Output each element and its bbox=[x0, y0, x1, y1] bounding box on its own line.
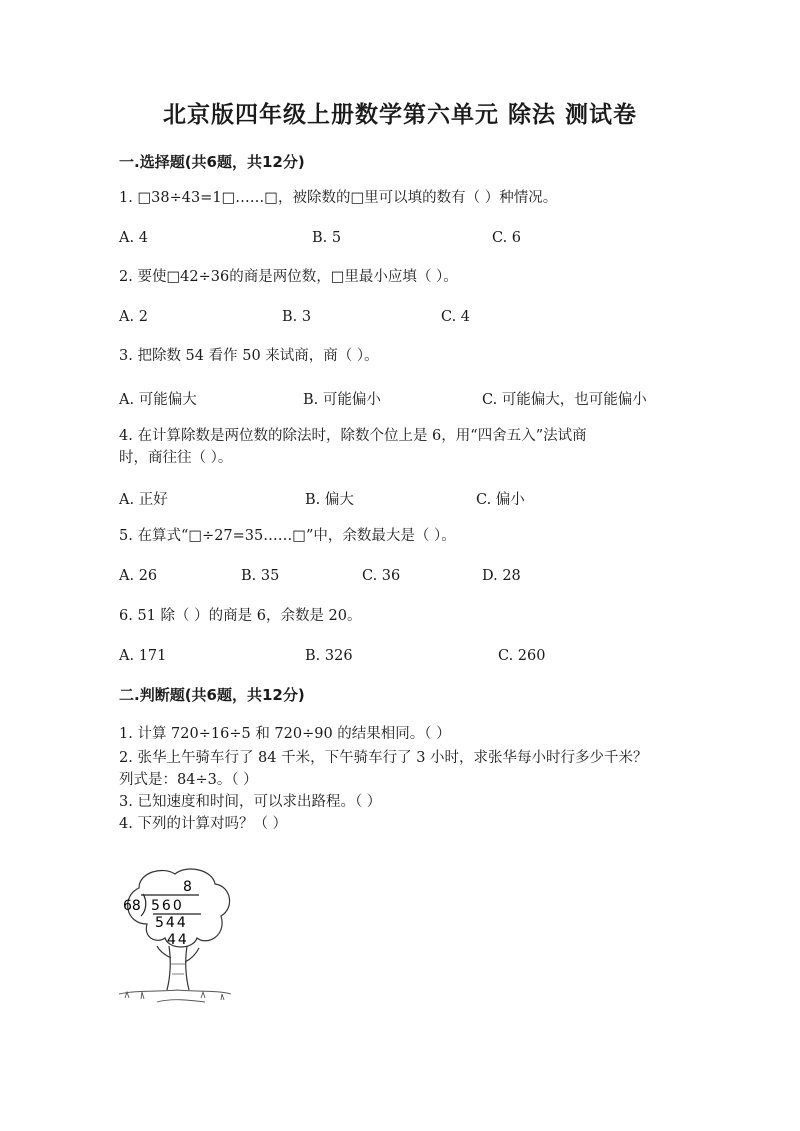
trunk-bark bbox=[171, 964, 185, 974]
option-c[interactable]: C. 260 bbox=[498, 648, 546, 664]
judgement-4: 4. 下列的计算对吗？（ ） bbox=[119, 816, 288, 832]
question-4-line-1: 4. 在计算除数是两位数的除法时，除数个位上是 6，用“四舍五入”法试商 bbox=[119, 428, 587, 444]
judgement-2-formula: 列式是：84÷3。（ ） bbox=[119, 772, 258, 788]
option-a[interactable]: A. 可能偏大 bbox=[119, 392, 197, 408]
tree-trunk bbox=[157, 946, 199, 990]
question-6: 6. 51 除（ ）的商是 6，余数是 20。 bbox=[119, 608, 362, 624]
question-5: 5. 在算式“□÷27=35……□”中，余数最大是（ ）。 bbox=[119, 528, 456, 544]
question-2: 2. 要使□42÷36的商是两位数，□里最小应填（ ）。 bbox=[119, 269, 458, 285]
question-4-line-2: 时，商往往（ ）。 bbox=[119, 450, 233, 466]
option-a[interactable]: A. 26 bbox=[119, 568, 158, 584]
option-c[interactable]: C. 36 bbox=[362, 568, 401, 584]
divisor: 68 bbox=[123, 898, 141, 914]
grass bbox=[119, 990, 231, 1002]
option-a[interactable]: A. 2 bbox=[119, 309, 148, 325]
section-heading-judgement: 二.判断题(共6题，共12分) bbox=[119, 686, 305, 704]
judgement-1: 1. 计算 720÷16÷5 和 720÷90 的结果相同。（ ） bbox=[119, 726, 451, 742]
option-b[interactable]: B. 3 bbox=[282, 309, 312, 325]
option-b[interactable]: B. 偏大 bbox=[305, 492, 354, 508]
option-b[interactable]: B. 35 bbox=[241, 568, 280, 584]
option-a[interactable]: A. 171 bbox=[119, 648, 167, 664]
option-b[interactable]: B. 326 bbox=[305, 648, 353, 664]
option-d[interactable]: D. 28 bbox=[482, 568, 521, 584]
option-c[interactable]: C. 偏小 bbox=[476, 492, 525, 508]
option-a[interactable]: A. 正好 bbox=[119, 492, 168, 508]
section-heading-choice: 一.选择题(共6题，共12分) bbox=[119, 153, 305, 171]
tree-division-figure bbox=[117, 866, 247, 1016]
judgement-2: 2. 张华上午骑车行了 84 千米，下午骑车行了 3 小时，求张华每小时行多少千米？ bbox=[119, 750, 648, 766]
quotient: 8 bbox=[183, 879, 192, 895]
dividend: 560 bbox=[151, 898, 184, 914]
page-title: 北京版四年级上册数学第六单元 除法 测试卷 bbox=[162, 102, 637, 128]
question-1: 1. □38÷43=1□……□，被除数的□里可以填的数有（ ）种情况。 bbox=[119, 190, 558, 206]
option-a[interactable]: A. 4 bbox=[119, 230, 148, 246]
judgement-3: 3. 已知速度和时间，可以求出路程。（ ） bbox=[119, 794, 382, 810]
option-b[interactable]: B. 可能偏小 bbox=[303, 392, 381, 408]
question-3: 3. 把除数 54 看作 50 来试商，商（ ）。 bbox=[119, 348, 379, 364]
option-c[interactable]: C. 6 bbox=[492, 230, 522, 246]
option-b[interactable]: B. 5 bbox=[312, 230, 342, 246]
option-c[interactable]: C. 4 bbox=[441, 309, 471, 325]
product: 544 bbox=[155, 915, 188, 931]
remainder: 44 bbox=[167, 932, 189, 948]
option-c[interactable]: C. 可能偏大，也可能偏小 bbox=[482, 392, 647, 408]
